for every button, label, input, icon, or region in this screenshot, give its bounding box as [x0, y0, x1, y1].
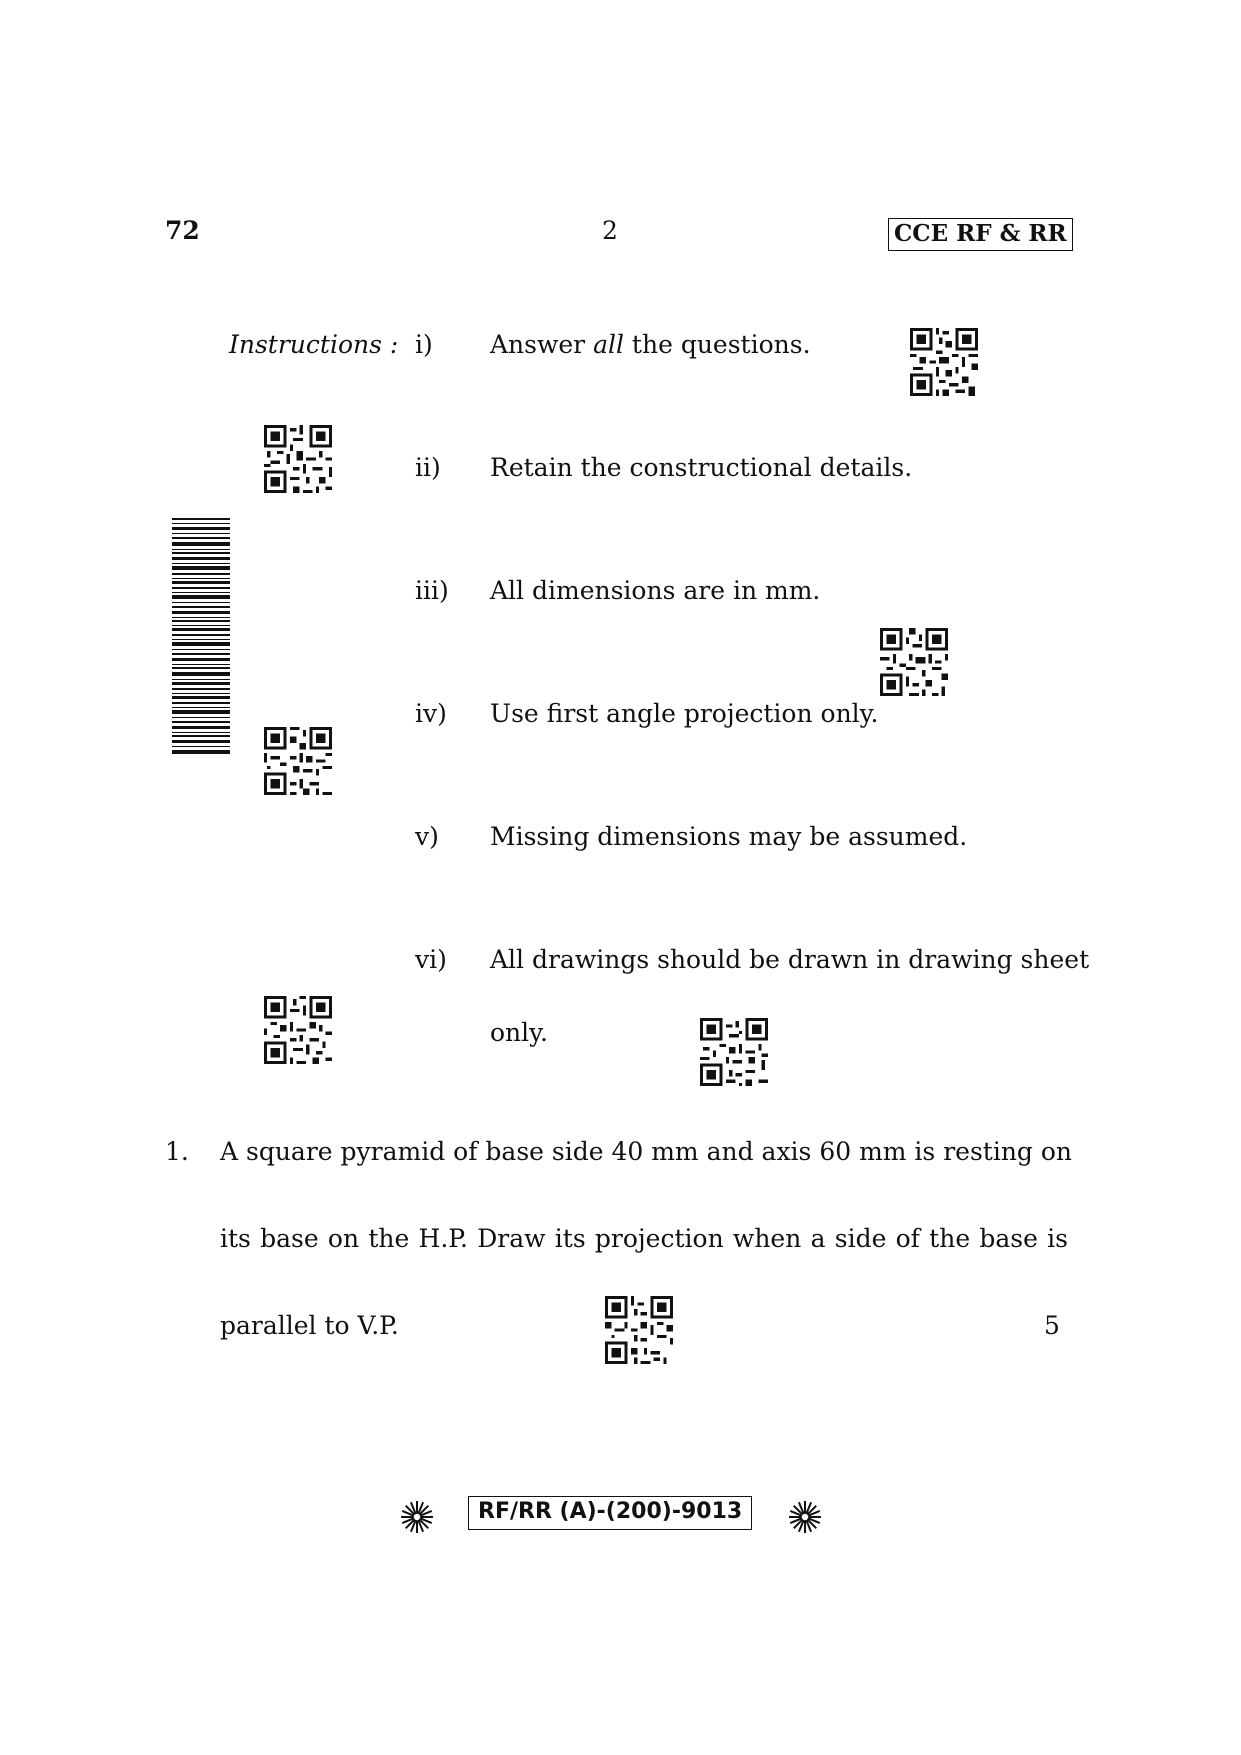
instruction-text: All drawings should be drawn in drawing sheet [490, 945, 1090, 974]
question-text-line: parallel to V.P. [220, 1311, 399, 1340]
barcode-icon [172, 518, 230, 754]
instruction-number: vi) [415, 945, 447, 974]
instruction-number: iv) [415, 699, 447, 728]
instruction-text: All dimensions are in mm. [490, 576, 821, 605]
qr-code-icon [605, 1296, 673, 1364]
question-text-line: A square pyramid of base side 40 mm and axis 60 mm is resting on [220, 1137, 1073, 1166]
instructions-label: Instructions : [229, 330, 399, 359]
instruction-number: i) [415, 330, 433, 359]
question-number: 1. [165, 1137, 189, 1166]
question-text-line: its base on the H.P. Draw its projection when a side of the base is [220, 1224, 1068, 1253]
page-number: 2 [602, 216, 618, 245]
qr-code-icon [264, 996, 332, 1064]
qr-code-icon [880, 628, 948, 696]
starburst-icon [788, 1500, 822, 1534]
instruction-text-continued: only. [490, 1018, 548, 1047]
qr-code-icon [264, 727, 332, 795]
qr-code-icon [910, 328, 978, 396]
instruction-text: Use first angle projection only. [490, 699, 879, 728]
question-marks: 5 [1044, 1311, 1060, 1340]
instruction-number: v) [415, 822, 439, 851]
footer-code: RF/RR (A)-(200)-9013 [468, 1496, 752, 1530]
qr-code-icon [264, 425, 332, 493]
instruction-text: Missing dimensions may be assumed. [490, 822, 968, 851]
instruction-number: iii) [415, 576, 449, 605]
starburst-icon [400, 1500, 434, 1534]
instruction-text: Answer all the questions. [490, 330, 811, 359]
paper-code: 72 [165, 216, 200, 245]
instruction-text: Retain the constructional details. [490, 453, 913, 482]
instruction-number: ii) [415, 453, 441, 482]
series-badge: CCE RF & RR [888, 218, 1073, 251]
qr-code-icon [700, 1018, 768, 1086]
